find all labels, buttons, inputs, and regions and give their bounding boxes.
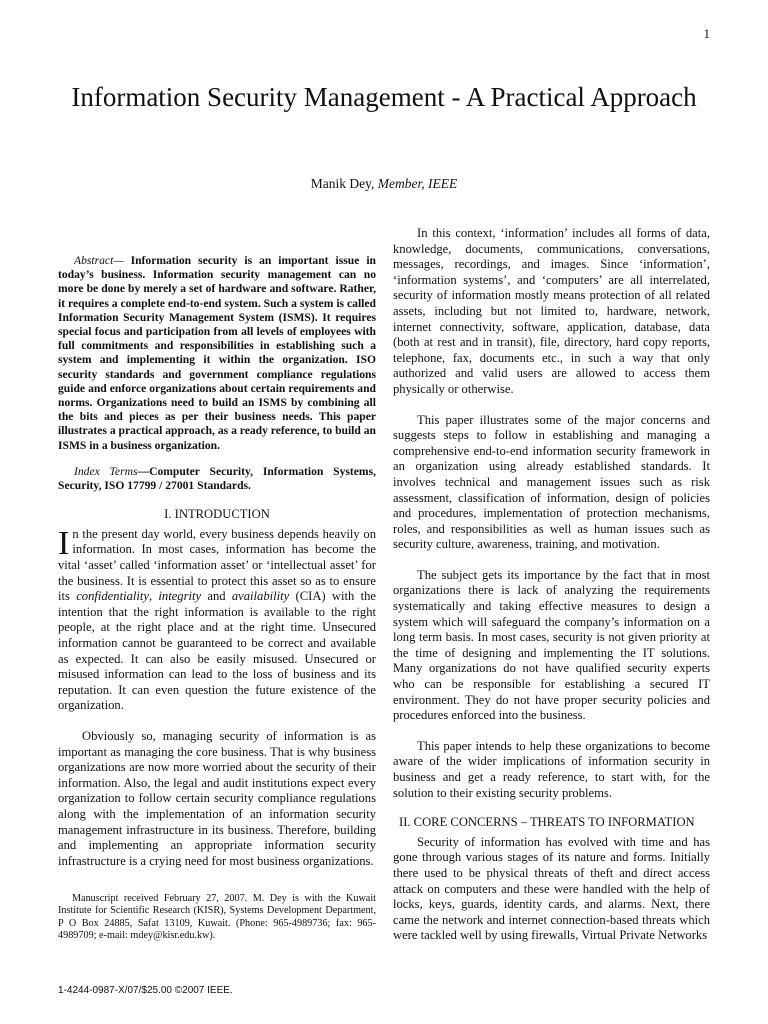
abstract-text: Information security is an important issue in today’s business. Information security management can no more be done by merely a set of hardware and software. Rather, it requires a complete end-to-end system. Such a system is called Information Security Management System (ISMS). It requires special focus and participation from all levels of employees with full commitments and responsibilities in establishing such a system and implementing it within the organization. ISO security standards and government compliance regulations guide and enforce organizations about certain requirements and norms. Organizations need to build an ISMS by combining all the bits and pieces as per their business needs. This paper illustrates a practical approach, as a ready reference, to build an ISMS in a business organization. <box>58 254 376 452</box>
left-column <box>58 254 376 869</box>
page-number: 1 <box>703 26 710 41</box>
copyright-line: 1-4244-0987-X/07/$25.00 ©2007 IEEE. <box>58 985 233 996</box>
index-terms-text: —Computer Security, Information Systems, Security, ISO 17799 / 27001 Standards. <box>58 464 376 493</box>
intro-p1-part-a: n the present day world, every business depends heavily on information. In most cases, information has become the vital ‘asset’ called ‘information asset’ or ‘intellectual asset’ for the business. It is essential to protect this asset so as to ensure its <box>58 526 376 604</box>
index-terms <box>58 465 376 493</box>
right-paragraph-4: This paper intends to help these organizations to become aware of the wider implications of information security in business and get a ready reference, to start with, for the solution to their existing security problems. <box>393 738 710 800</box>
term-availability: availability <box>231 589 290 604</box>
right-paragraph-1: In this context, ‘information’ includes all forms of data, knowledge, documents, communications, conversations, messages, recordings, and images. Since ‘information’, ‘information systems’, and ‘computers’ are all interrelated, security of information mostly means protection of all related assets, including but not limited to, hardware, network, internet connectivity, software, application, database, data (both at rest and in transit), file, directory, hard copy reports, telephone, fax, documents etc., in such a way that only authorized and valid users are allowed to access them physically or otherwise. <box>393 226 710 396</box>
author-affiliation: Member, IEEE <box>377 176 458 191</box>
author-name: Manik Dey, <box>310 176 375 191</box>
intro-paragraph-2: Obviously so, managing security of information is as important as managing the core business. That is why business organizations are now more worried about the security of their information. Also, the legal and audit institutions expect every organization to follow certain security compliance regulations along with the implementation of an information security management infrastructure in its business. Therefore, building and implementing an appropriate information security infrastructure is a crying need for most business organizations. <box>58 728 376 868</box>
drop-cap: I <box>58 524 70 562</box>
term-confidentiality: confidentiality <box>76 589 149 604</box>
intro-p1-sep1: , <box>148 589 159 604</box>
section-heading-core-concerns: II. CORE CONCERNS – THREATS TO INFORMATION <box>399 815 695 830</box>
section-heading-introduction: I. INTRODUCTION <box>164 507 270 522</box>
intro-p1-sep2: and <box>201 589 232 604</box>
abstract <box>58 254 376 453</box>
index-terms-lead: Index Terms <box>74 464 138 478</box>
intro-p1-part-b: (CIA) with the intention that the right information is available to the right people, at the right place and at the right time. Unsecured information cannot be guaranteed to be correct and available as expected. It can also be easily misused. Unsecured or misused information can lead to the loss of business and its reputation. It can even question the future existence of the organization. <box>58 589 377 713</box>
footnote: Manuscript received February 27, 2007. M. Dey is with the Kuwait Institute for Scientific Research (KISR), Systems Development Department, P O Box 24885, Safat 13109, Kuwait. (Phone: 965-4989736; fax: 965-4989709; e-mail: mdey@kisr.edu.kw). <box>58 893 376 942</box>
author-line <box>60 176 708 192</box>
right-column <box>393 226 710 944</box>
right-paragraph-3: The subject gets its importance by the fact that in most organizations there is lack of analyzing the requirements systematically and taking effective measures to design a system which will safeguard the company’s information on a long term basis. In most cases, security is not given priority at the time of designing and implementing the IT solutions. Many organizations do not have qualified security experts who can be responsible for establishing a secured IT environment. They do not have proper security policies and procedures enforced into the business. <box>393 567 710 723</box>
right-paragraph-5: Security of information has evolved with time and has gone through various stages of its nature and forms. Initially there used to be physical threats of theft and direct access attack on computers and these were handled with the help of locks, keys, guards, identity cards, and alarms. Next, there came the network and internet connection-based threats which were tackled well by using firewalls, Virtual Private Networks <box>393 834 710 943</box>
right-paragraph-2: This paper illustrates some of the major concerns and suggests steps to follow in establishing and managing a comprehensive end-to-end information security framework in an organization using already established standards. It involves technical and management issues such as risk assessment, classification of information, design of policies and procedures, implementation of protection mechanisms, roles, and responsibilities as well as human issues such as security culture, awareness, training, and motivation. <box>393 412 710 552</box>
intro-paragraph-1 <box>58 524 377 714</box>
term-integrity: integrity <box>158 589 202 604</box>
paper-title: Information Security Management - A Practical Approach <box>71 82 697 112</box>
abstract-lead: Abstract— <box>74 254 124 267</box>
